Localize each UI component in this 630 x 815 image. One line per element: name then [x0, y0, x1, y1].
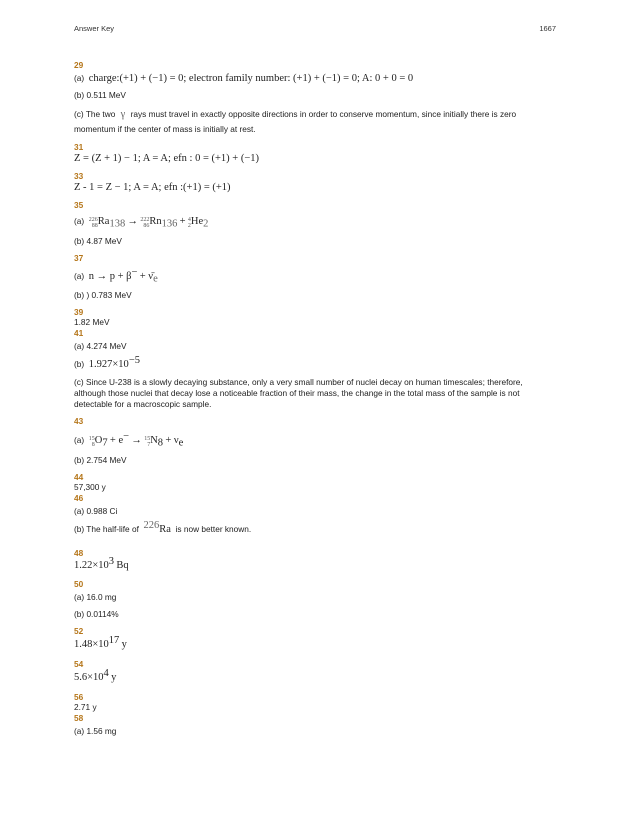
answer-line: $5.6\times 10^4$ y — [74, 668, 117, 683]
answer-line: (b) ) 0.783 MeV — [74, 290, 132, 300]
math-expression: charge:(+1) + (−1) = 0; electron family number: (+1) + (−1) = 0; A: 0 + 0 = 0 — [88, 73, 414, 84]
problem-number: 50 — [74, 579, 84, 589]
answer-line: (a) 0.988 Ci — [74, 506, 118, 516]
problem-number: 39 — [74, 307, 84, 317]
problem-number: 29 — [74, 60, 84, 70]
math-expression: Z = (Z + 1) − 1; A = A; efn : 0 = (+1) + (−1) — [74, 153, 260, 164]
running-header: Answer Key — [74, 24, 115, 33]
answer-line: (b) 0.0114% — [74, 609, 119, 619]
math-expression: Z - 1 = Z − 1; A = A; efn :(+1) = (+1) — [74, 182, 231, 193]
answer-line: (b) 0.511 MeV — [74, 90, 126, 100]
page-number: 1667 — [539, 24, 556, 33]
answer-line: 2.71 y — [74, 702, 97, 712]
problem-number: 44 — [74, 472, 84, 482]
answer-line: (b) The half-life of $^{226}$Ra is now better known. — [74, 520, 252, 535]
answer-line: (a) 1.56 mg — [74, 726, 117, 736]
answer-paragraph: (c) The two γ rays must travel in exactly opposite directions in order to conserve momentum, since initially there is zero momentum if the center of mass is initially at rest. — [74, 109, 517, 134]
answer-line: $1.48\times 10^{17}$ y — [74, 635, 127, 650]
answer-line: (a) 4.274 MeV — [74, 341, 127, 351]
problem-number: 37 — [74, 253, 84, 263]
problem-number: 46 — [74, 493, 84, 503]
problem-number: 56 — [74, 692, 84, 702]
answer-line: 1.82 MeV — [74, 317, 110, 327]
problem-number: 31 — [74, 142, 84, 152]
answer-line: 57,300 y — [74, 482, 106, 492]
answer-line: $1.22\times 10^3$ Bq — [74, 556, 129, 571]
problem-number: 58 — [74, 713, 84, 723]
problem-number: 52 — [74, 626, 84, 636]
problem-number: 41 — [74, 328, 84, 338]
answer-line: (a) 226 88 $Ra_{138}$ → 222 86 $Rn_{136}$ + 4 2 $He_2$ — [74, 216, 209, 230]
answer-key-content — [74, 60, 556, 737]
problem-number: 54 — [74, 659, 84, 669]
answer-line: (b) 4.87 MeV — [74, 236, 122, 246]
answer-line: (a) charge:(+1) + (−1) = 0; electron family number: (+1) + (−1) = 0; A: 0 + 0 = 0 — [74, 73, 414, 84]
problem-number: 43 — [74, 416, 84, 426]
answer-line: (a) $n \to p + \beta^- + \nū_e$ — [74, 267, 158, 285]
answer-paragraph: (c) Since U-238 is a slowly decaying substance, only a very small number of nuclei decay on human timescales; therefore, although those nuclei that decay lose a noticeable fraction of their mass, the change in the total mass of the sample is not detectable for a macroscopic sample. — [74, 377, 523, 409]
answer-line: (b) 2.754 MeV — [74, 455, 127, 465]
answer-line: (b) $1.927\times 10^{-5}$ — [74, 355, 140, 370]
problem-number: 33 — [74, 171, 84, 181]
problem-number: 35 — [74, 200, 84, 210]
answer-line: (a) 16.0 mg — [74, 592, 117, 602]
answer-line: (a) 15 8 $O_7 + e^-$ → 15 7 $N_8 + \nu_e$ — [74, 431, 184, 449]
problem-number: 48 — [74, 548, 84, 558]
